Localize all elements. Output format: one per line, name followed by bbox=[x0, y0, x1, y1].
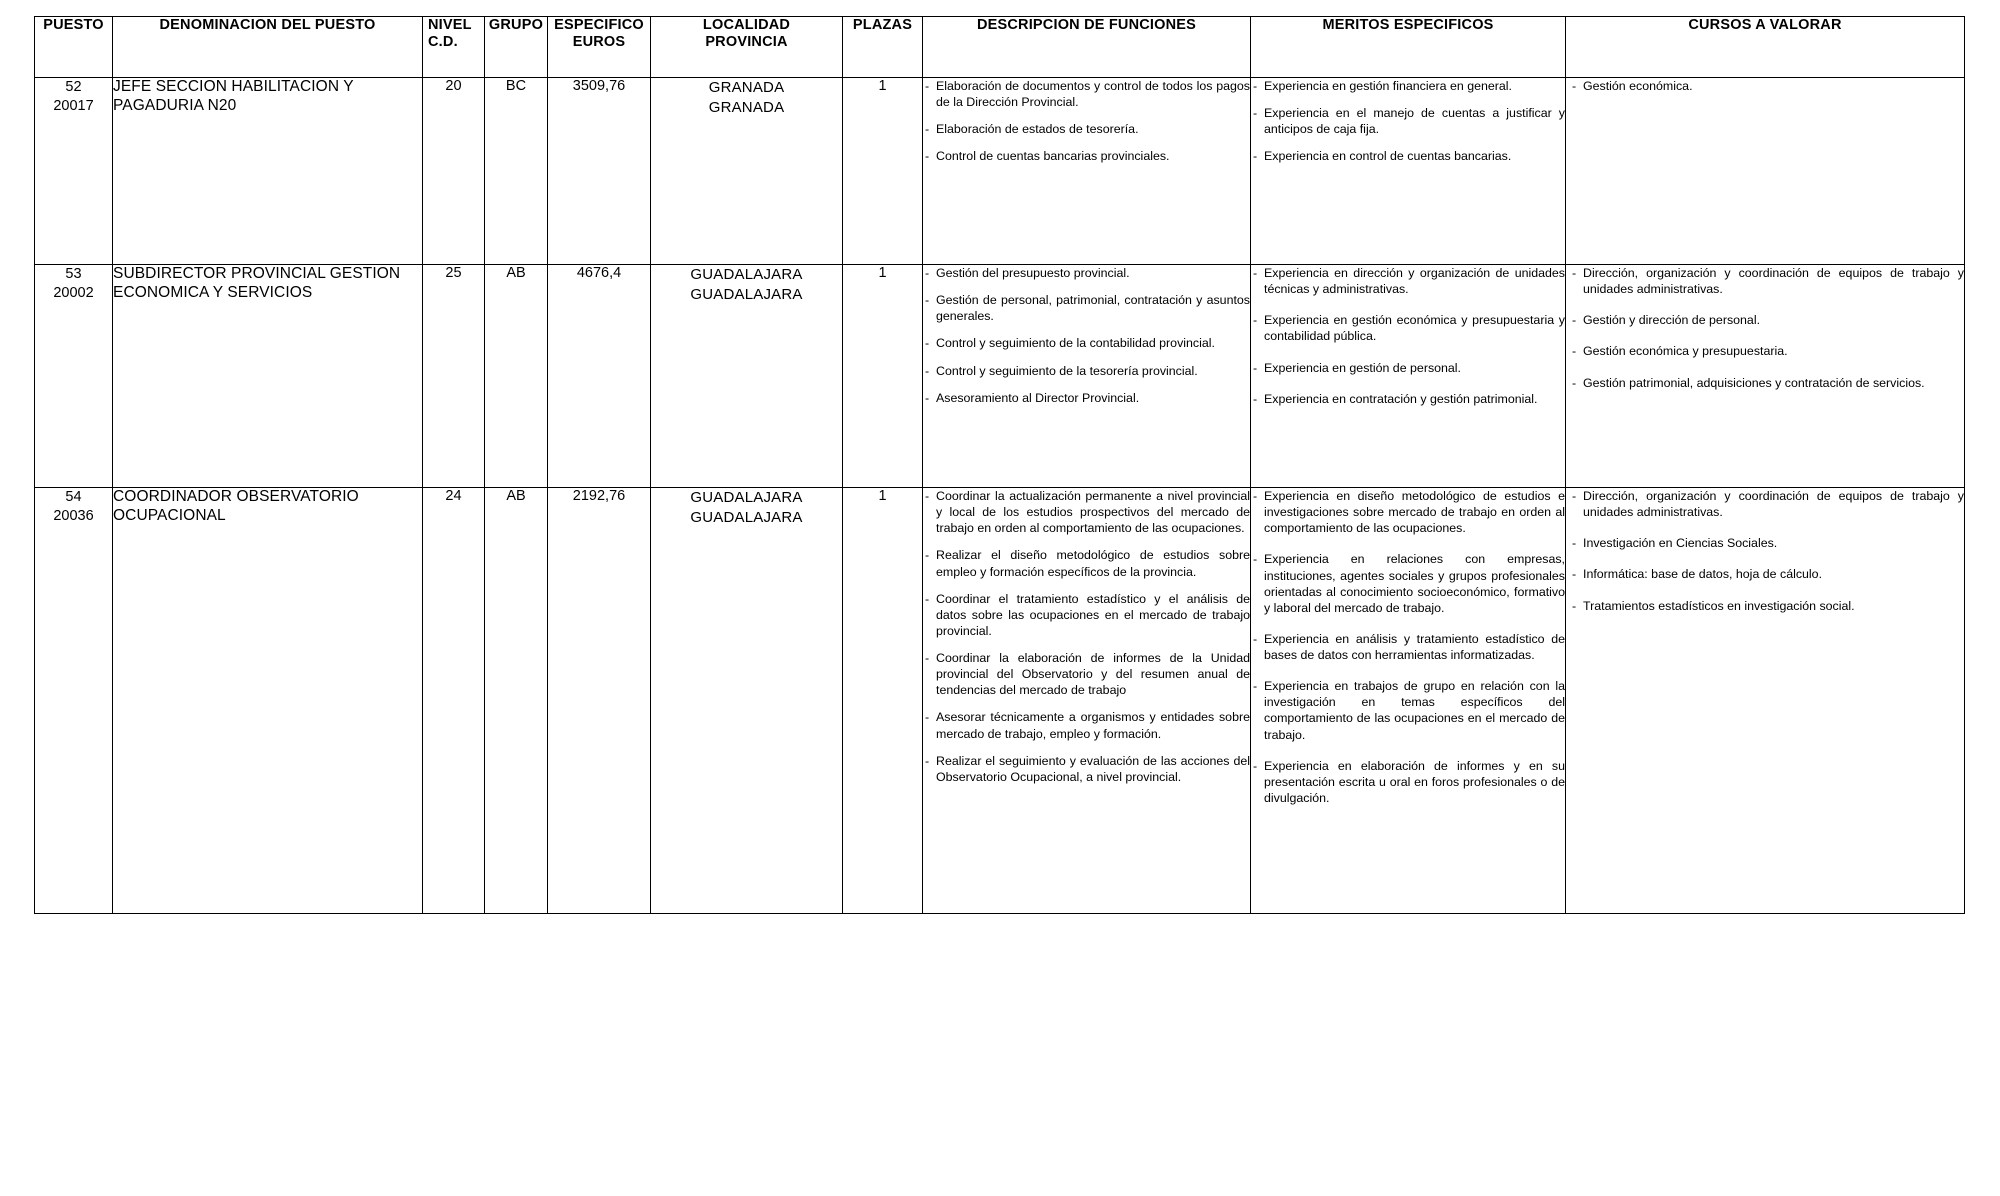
localidad-value: GUADALAJARA bbox=[690, 489, 803, 506]
cell-localidad bbox=[651, 488, 843, 914]
header-row bbox=[35, 17, 1965, 78]
column-header-cursos: CURSOS A VALORAR bbox=[1566, 17, 1965, 78]
cell-especifico: 3509,76 bbox=[548, 78, 651, 265]
cell-denominacion bbox=[113, 488, 423, 914]
cell-especifico: 2192,76 bbox=[548, 488, 651, 914]
column-header-meritos: MERITOS ESPECIFICOS bbox=[1251, 17, 1566, 78]
list-item: - Tratamientos estadísticos en investigación social. bbox=[1570, 598, 1964, 614]
list-item: - Gestión patrimonial, adquisiciones y contratación de servicios. bbox=[1570, 375, 1964, 391]
cell-meritos bbox=[1251, 488, 1566, 914]
list-item: - Experiencia en contratación y gestión patrimonial. bbox=[1251, 391, 1565, 407]
list-item: - Elaboración de estados de tesorería. bbox=[923, 121, 1250, 137]
column-header-localidad-line1: LOCALIDAD bbox=[702, 17, 791, 33]
cell-grupo: BC bbox=[485, 78, 548, 265]
cursos-list bbox=[1570, 78, 1964, 94]
puesto-number: 53 bbox=[65, 266, 82, 282]
table-body bbox=[35, 78, 1965, 914]
denominacion-line-1: JEFE SECCION HABILITACION Y bbox=[113, 78, 354, 95]
table-row bbox=[35, 488, 1965, 914]
cell-cursos bbox=[1566, 265, 1965, 488]
puesto-number: 54 bbox=[65, 489, 82, 505]
list-item: - Experiencia en gestión económica y presupuestaria y contabilidad pública. bbox=[1251, 312, 1565, 344]
cell-nivel: 25 bbox=[423, 265, 485, 488]
funciones-list bbox=[923, 265, 1250, 406]
column-header-puesto: PUESTO bbox=[35, 17, 113, 78]
cell-denominacion bbox=[113, 78, 423, 265]
list-item: - Gestión económica. bbox=[1570, 78, 1964, 94]
list-item: - Experiencia en dirección y organización de unidades técnicas y administrativas. bbox=[1251, 265, 1565, 297]
puesto-code: 20017 bbox=[53, 98, 94, 115]
cell-cursos bbox=[1566, 78, 1965, 265]
list-item: - Dirección, organización y coordinación de equipos de trabajo y unidades administrativas. bbox=[1570, 488, 1964, 520]
meritos-list bbox=[1251, 488, 1565, 806]
list-item: - Gestión de personal, patrimonial, contratación y asuntos generales. bbox=[923, 292, 1250, 324]
list-item: - Control y seguimiento de la contabilidad provincial. bbox=[923, 335, 1250, 351]
funciones-list bbox=[923, 78, 1250, 165]
cell-cursos bbox=[1566, 488, 1965, 914]
list-item: - Realizar el seguimiento y evaluación de las acciones del Observatorio Ocupacional, a nivel provincial. bbox=[923, 753, 1250, 785]
denominacion-line-2: OCUPACIONAL bbox=[113, 506, 226, 524]
cell-localidad bbox=[651, 265, 843, 488]
cell-plazas: 1 bbox=[843, 265, 923, 488]
list-item: - Experiencia en gestión financiera en general. bbox=[1251, 78, 1565, 94]
cell-plazas: 1 bbox=[843, 488, 923, 914]
cell-plazas: 1 bbox=[843, 78, 923, 265]
cell-puesto bbox=[35, 78, 113, 265]
localidad-value: GRANADA bbox=[708, 79, 785, 96]
list-item: - Dirección, organización y coordinación de equipos de trabajo y unidades administrativas. bbox=[1570, 265, 1964, 297]
list-item: - Experiencia en análisis y tratamiento estadístico de bases de datos con herramientas informatizadas. bbox=[1251, 631, 1565, 663]
list-item: - Asesoramiento al Director Provincial. bbox=[923, 390, 1250, 406]
puesto-number: 52 bbox=[65, 79, 82, 95]
list-item: - Experiencia en control de cuentas bancarias. bbox=[1251, 148, 1565, 164]
list-item: - Coordinar el tratamiento estadístico y el análisis de datos sobre las ocupaciones en el mercado de trabajo provincial. bbox=[923, 591, 1250, 639]
column-header-plazas: PLAZAS bbox=[843, 17, 923, 78]
list-item: - Asesorar técnicamente a organismos y entidades sobre mercado de trabajo, empleo y formación. bbox=[923, 709, 1250, 741]
list-item: - Experiencia en gestión de personal. bbox=[1251, 360, 1565, 376]
cell-funciones bbox=[923, 265, 1251, 488]
cursos-list bbox=[1570, 265, 1964, 391]
list-item: - Experiencia en elaboración de informes y en su presentación escrita u oral en foros profesionales o de divulgación. bbox=[1251, 758, 1565, 806]
cell-meritos bbox=[1251, 265, 1566, 488]
column-header-especifico-line1: ESPECIFICO bbox=[554, 17, 644, 33]
provincia-value: GUADALAJARA bbox=[690, 508, 803, 526]
column-header-denominacion: DENOMINACION DEL PUESTO bbox=[113, 17, 423, 78]
provincia-value: GRANADA bbox=[708, 98, 785, 116]
table-row bbox=[35, 78, 1965, 265]
list-item: - Experiencia en diseño metodológico de estudios e investigaciones sobre mercado de trabajo en orden al comportamiento de las ocupaciones. bbox=[1251, 488, 1565, 536]
cell-denominacion bbox=[113, 265, 423, 488]
cell-grupo: AB bbox=[485, 488, 548, 914]
cell-puesto bbox=[35, 265, 113, 488]
document-page bbox=[34, 16, 1964, 914]
list-item: - Elaboración de documentos y control de todos los pagos de la Dirección Provincial. bbox=[923, 78, 1250, 110]
cell-meritos bbox=[1251, 78, 1566, 265]
column-header-nivel bbox=[423, 17, 485, 78]
list-item: - Investigación en Ciencias Sociales. bbox=[1570, 535, 1964, 551]
meritos-list bbox=[1251, 78, 1565, 165]
cell-nivel: 24 bbox=[423, 488, 485, 914]
table-row bbox=[35, 265, 1965, 488]
column-header-localidad-line2: PROVINCIA bbox=[705, 34, 788, 51]
denominacion-line-2: PAGADURIA N20 bbox=[113, 96, 237, 114]
provincia-value: GUADALAJARA bbox=[690, 285, 803, 303]
table-header bbox=[35, 17, 1965, 78]
cell-nivel: 20 bbox=[423, 78, 485, 265]
column-header-descripcion-funciones: DESCRIPCION DE FUNCIONES bbox=[923, 17, 1251, 78]
column-header-localidad bbox=[651, 17, 843, 78]
list-item: - Experiencia en relaciones con empresas, instituciones, agentes sociales y grupos profesionales orientadas al conocimiento socioeconómico, formativo y laboral del mercado de trabajo. bbox=[1251, 551, 1565, 616]
column-header-grupo: GRUPO bbox=[485, 17, 548, 78]
column-header-nivel-line2: C.D. bbox=[428, 34, 458, 51]
cell-grupo: AB bbox=[485, 265, 548, 488]
cell-funciones bbox=[923, 488, 1251, 914]
list-item: - Control de cuentas bancarias provinciales. bbox=[923, 148, 1250, 164]
cursos-list bbox=[1570, 488, 1964, 614]
cell-localidad bbox=[651, 78, 843, 265]
localidad-value: GUADALAJARA bbox=[690, 266, 803, 283]
column-header-especifico-line2: EUROS bbox=[572, 34, 626, 51]
list-item: - Realizar el diseño metodológico de estudios sobre empleo y formación específicos de la provincia. bbox=[923, 547, 1250, 579]
list-item: - Control y seguimiento de la tesorería provincial. bbox=[923, 363, 1250, 379]
cell-funciones bbox=[923, 78, 1251, 265]
funciones-list bbox=[923, 488, 1250, 785]
list-item: - Gestión y dirección de personal. bbox=[1570, 312, 1964, 328]
cell-especifico: 4676,4 bbox=[548, 265, 651, 488]
list-item: - Coordinar la actualización permanente a nivel provincial y local de los estudios prospectivos del mercado de trabajo en orden al comportamiento de las ocupaciones. bbox=[923, 488, 1250, 536]
denominacion-line-1: COORDINADOR OBSERVATORIO bbox=[113, 488, 359, 505]
list-item: - Coordinar la elaboración de informes de la Unidad provincial del Observatorio y del resumen anual de tendencias del mercado de trabajo bbox=[923, 650, 1250, 698]
denominacion-line-1: SUBDIRECTOR PROVINCIAL GESTION bbox=[113, 265, 401, 282]
cell-puesto bbox=[35, 488, 113, 914]
denominacion-line-2: ECONOMICA Y SERVICIOS bbox=[113, 283, 313, 301]
puesto-code: 20002 bbox=[53, 285, 94, 302]
list-item: - Experiencia en el manejo de cuentas a justificar y anticipos de caja fija. bbox=[1251, 105, 1565, 137]
list-item: - Gestión del presupuesto provincial. bbox=[923, 265, 1250, 281]
meritos-list bbox=[1251, 265, 1565, 407]
column-header-especifico bbox=[548, 17, 651, 78]
column-header-nivel-line1: NIVEL bbox=[428, 17, 472, 33]
job-positions-table bbox=[34, 16, 1965, 914]
puesto-code: 20036 bbox=[53, 508, 94, 525]
list-item: - Informática: base de datos, hoja de cálculo. bbox=[1570, 566, 1964, 582]
list-item: - Experiencia en trabajos de grupo en relación con la investigación en temas específicos del comportamiento de las ocupaciones en el mercado de trabajo. bbox=[1251, 678, 1565, 743]
list-item: - Gestión económica y presupuestaria. bbox=[1570, 343, 1964, 359]
